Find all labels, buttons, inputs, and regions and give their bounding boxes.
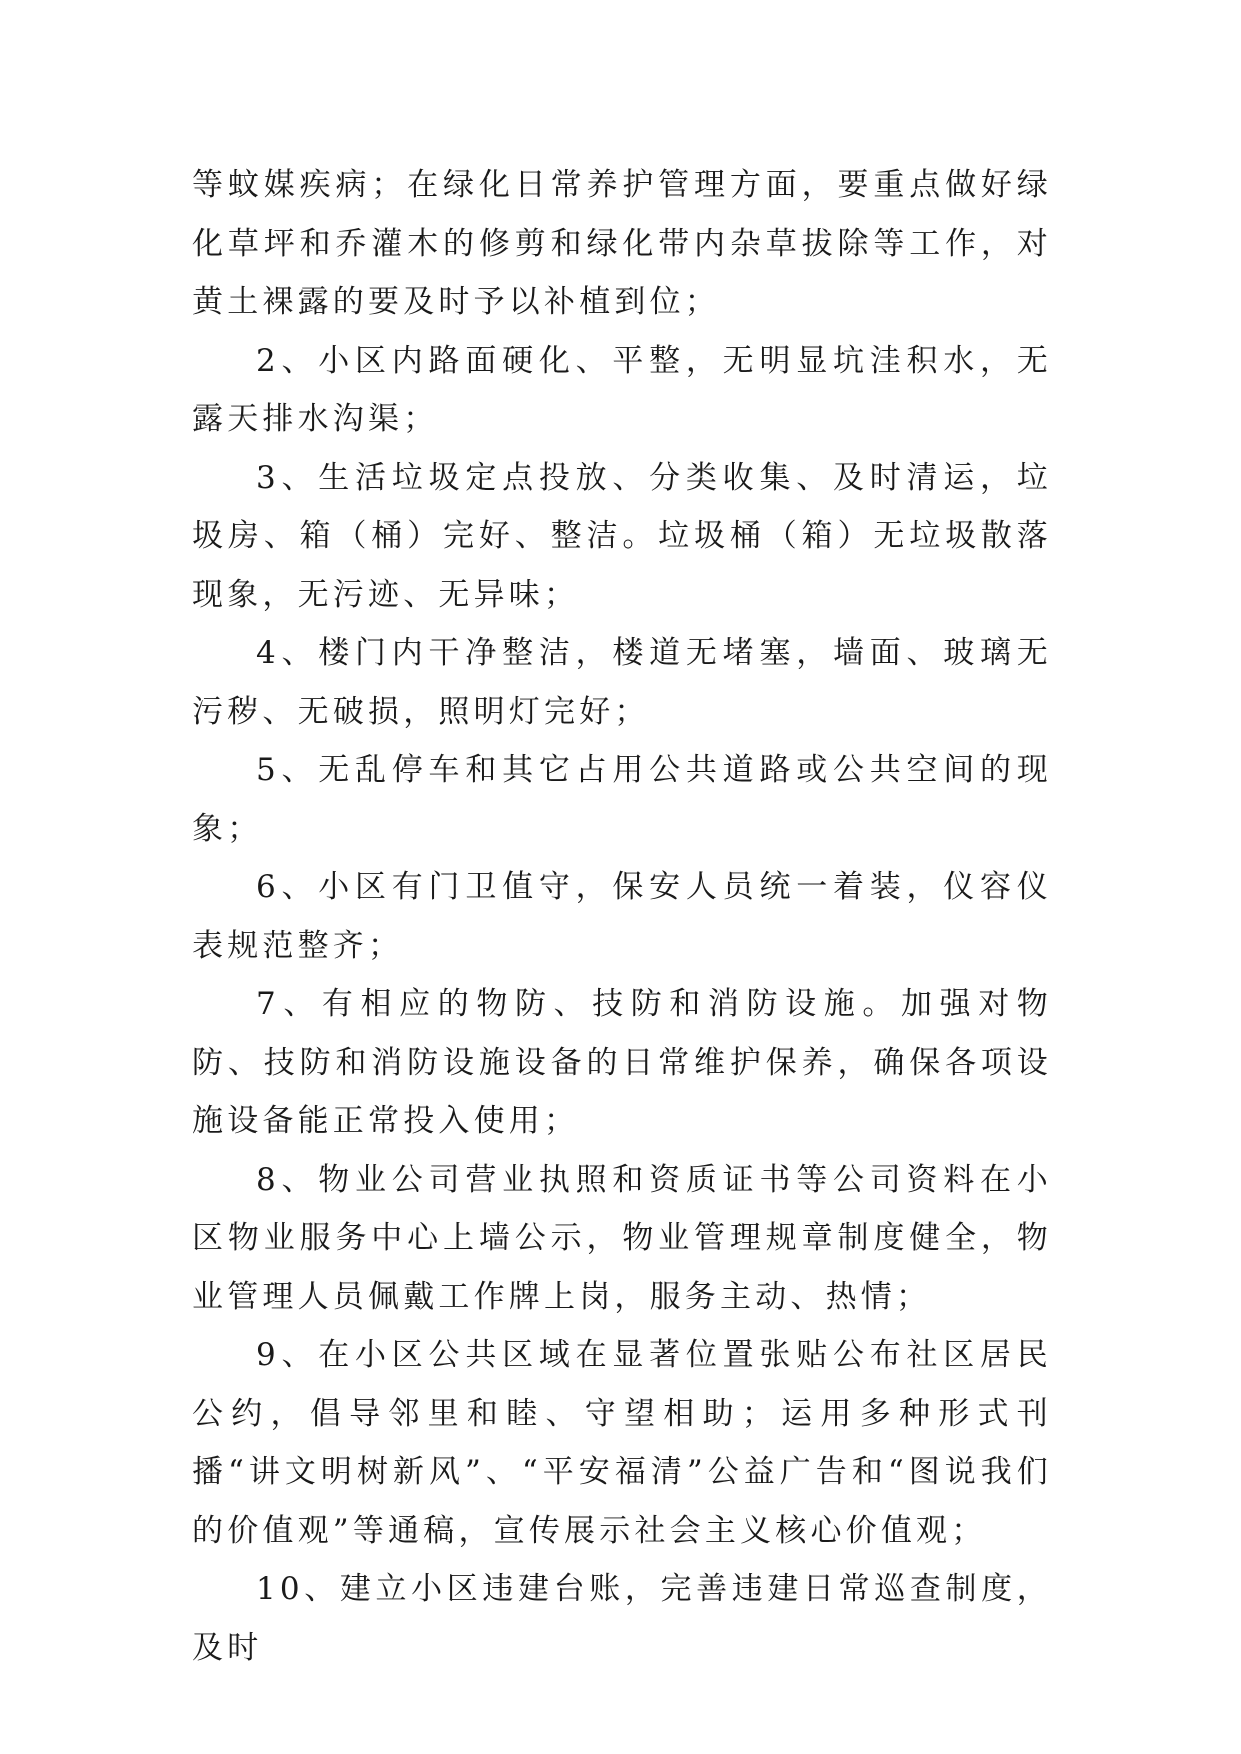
- paragraph-item-10: 10、建立小区违建台账，完善违建日常巡查制度，及时: [192, 1571, 1052, 1666]
- paragraph-continuation: 等蚊媒疾病；在绿化日常养护管理方面，要重点做好绿化草坪和乔灌木的修剪和绿化带内杂草拔除等工作，对黄土裸露的要及时予以补植到位；: [192, 167, 1052, 320]
- paragraph-item-5: 5、无乱停车和其它占用公共道路或公共空间的现象；: [192, 752, 1052, 847]
- paragraph-item-9: 9、在小区公共区域在显著位置张贴公布社区居民公约，倡导邻里和睦、守望相助；运用多种形式刊播“讲文明树新风”、“平安福清”公益广告和“图说我们的价值观”等通稿，宣传展示社会主义核心价值观；: [192, 1337, 1052, 1549]
- paragraph-item-8: 8、物业公司营业执照和资质证书等公司资料在小区物业服务中心上墙公示，物业管理规章制度健全，物业管理人员佩戴工作牌上岗，服务主动、热情；: [192, 1161, 1052, 1315]
- document-body: [192, 156, 1052, 1677]
- paragraph-item-7: 7、有相应的物防、技防和消防设施。加强对物防、技防和消防设施设备的日常维护保养，确保各项设施设备能正常投入使用；: [192, 986, 1052, 1139]
- paragraph-item-4: 4、楼门内干净整洁，楼道无堵塞，墙面、玻璃无污秽、无破损，照明灯完好；: [192, 635, 1052, 730]
- paragraph-item-6: 6、小区有门卫值守，保安人员统一着装，仪容仪表规范整齐；: [192, 869, 1052, 964]
- paragraph-item-3: 3、生活垃圾定点投放、分类收集、及时清运，垃圾房、箱（桶）完好、整洁。垃圾桶（箱）无垃圾散落现象，无污迹、无异味；: [192, 459, 1052, 613]
- paragraph-item-2: 2、小区内路面硬化、平整，无明显坑洼积水，无露天排水沟渠；: [192, 342, 1052, 437]
